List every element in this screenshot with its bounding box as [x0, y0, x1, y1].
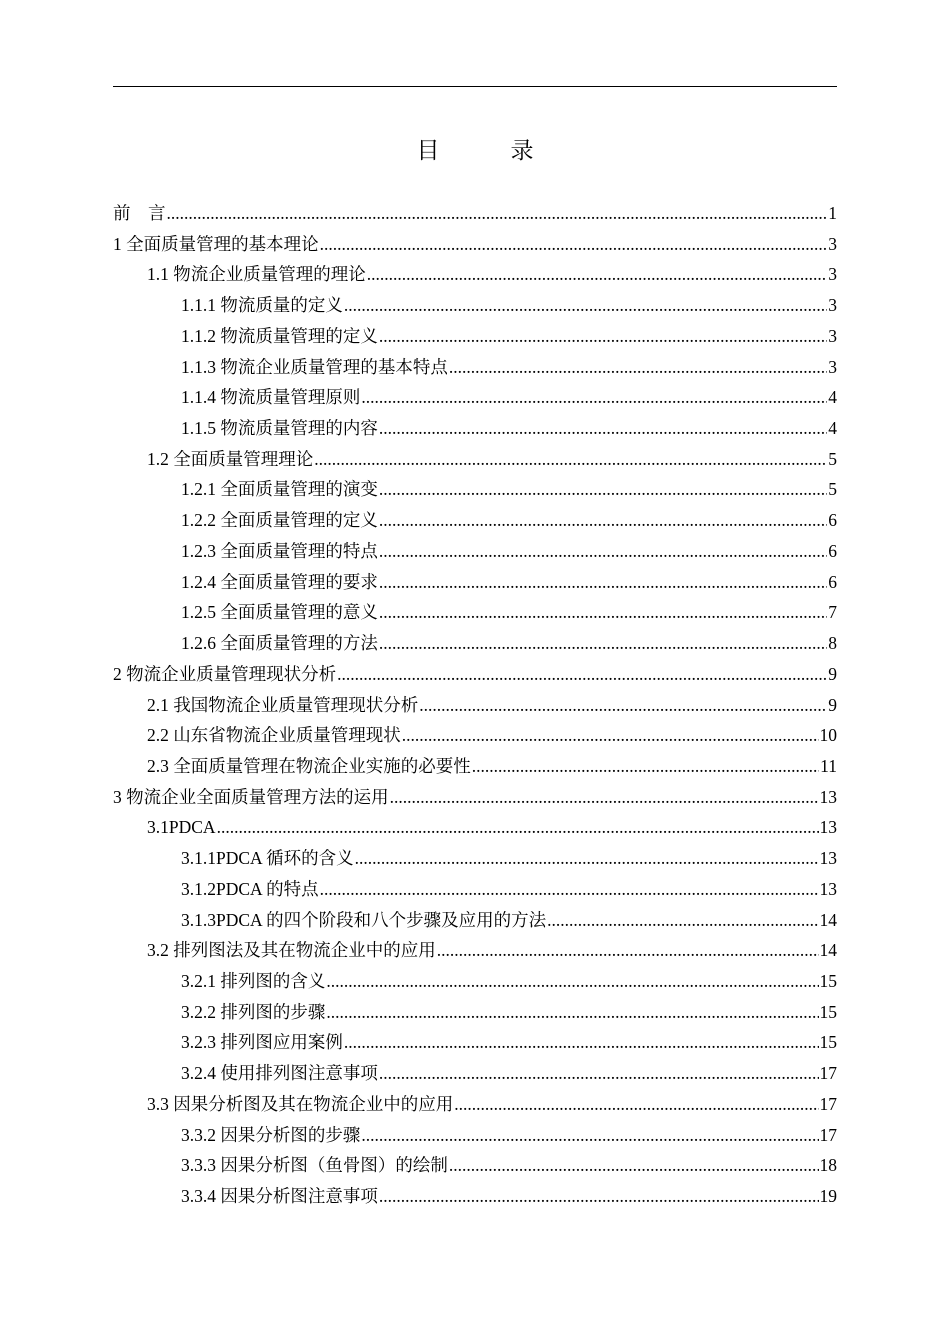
- toc-entry[interactable]: [113, 751, 837, 782]
- toc-leader-dots: [326, 966, 818, 996]
- toc-entry[interactable]: [113, 321, 837, 352]
- toc-entry-page-number: 11: [820, 755, 837, 776]
- toc-leader-dots: [379, 536, 827, 566]
- toc-entry[interactable]: [113, 628, 837, 659]
- toc-entry-label: 1.2.6 全面质量管理的方法: [181, 633, 378, 654]
- toc-entry-page-number: 15: [819, 1032, 837, 1053]
- toc-entry-page-number: 14: [819, 940, 837, 961]
- toc-leader-dots: [449, 352, 827, 382]
- toc-entry[interactable]: [113, 1120, 837, 1151]
- toc-leader-dots: [379, 474, 827, 504]
- toc-entry-label: 3.1PDCA: [147, 817, 216, 838]
- toc-entry-label: 1.1 物流企业质量管理的理论: [147, 264, 366, 285]
- toc-entry-page-number: 13: [819, 786, 837, 807]
- toc-leader-dots: [320, 229, 828, 259]
- toc-entry[interactable]: [113, 1027, 837, 1058]
- toc-entry-page-number: 17: [819, 1093, 837, 1114]
- toc-entry-label: 3.1.3PDCA 的四个阶段和八个步骤及应用的方法: [181, 909, 547, 930]
- toc-entry[interactable]: [113, 966, 837, 997]
- toc-leader-dots: [344, 290, 827, 320]
- toc-entry-label: 3.2.3 排列图应用案例: [181, 1032, 343, 1053]
- toc-leader-dots: [344, 1027, 819, 1057]
- toc-leader-dots: [361, 382, 827, 412]
- toc-leader-dots: [367, 259, 828, 289]
- toc-entry-label: 1.2.3 全面质量管理的特点: [181, 540, 378, 561]
- toc-entry[interactable]: [113, 382, 837, 413]
- toc-entry-page-number: 4: [828, 418, 837, 439]
- toc-leader-dots: [337, 659, 827, 689]
- toc-leader-dots: [390, 782, 819, 812]
- toc-entry-page-number: 6: [828, 571, 837, 592]
- toc-leader-dots: [217, 812, 819, 842]
- toc-entry[interactable]: [113, 413, 837, 444]
- toc-leader-dots: [449, 1150, 819, 1180]
- toc-leader-dots: [454, 1089, 818, 1119]
- toc-entry[interactable]: [113, 874, 837, 905]
- toc-entry[interactable]: [113, 198, 837, 229]
- toc-entry-label: 2.3 全面质量管理在物流企业实施的必要性: [147, 755, 471, 776]
- toc-leader-dots: [402, 720, 819, 750]
- toc-entry[interactable]: [113, 997, 837, 1028]
- toc-leader-dots: [437, 935, 819, 965]
- toc-entry-label: 3.2.4 使用排列图注意事项: [181, 1063, 378, 1084]
- toc-entry-page-number: 17: [819, 1063, 837, 1084]
- toc-entry-page-number: 7: [828, 602, 837, 623]
- toc-entry-label: 3.1.2PDCA 的特点: [181, 878, 319, 899]
- toc-entry-page-number: 13: [819, 817, 837, 838]
- toc-entry-label: 3.3.2 因果分析图的步骤: [181, 1124, 361, 1145]
- toc-entry[interactable]: [113, 229, 837, 260]
- toc-entry[interactable]: [113, 1089, 837, 1120]
- toc-leader-dots: [472, 751, 819, 781]
- toc-entry-page-number: 18: [819, 1155, 837, 1176]
- toc-leader-dots: [314, 444, 827, 474]
- toc-entry-page-number: 3: [828, 295, 837, 316]
- toc-leader-dots: [320, 874, 819, 904]
- toc-entry-label: 1.1.2 物流质量管理的定义: [181, 325, 378, 346]
- toc-entry[interactable]: [113, 1058, 837, 1089]
- toc-entry-label: 3.3.4 因果分析图注意事项: [181, 1186, 378, 1206]
- toc-entry-label: 1.2.5 全面质量管理的意义: [181, 602, 378, 623]
- toc-leader-dots: [379, 628, 827, 658]
- toc-entry-label: 1.2.2 全面质量管理的定义: [181, 510, 378, 531]
- toc-entry[interactable]: [113, 290, 837, 321]
- toc-entry-label: 3.2.2 排列图的步骤: [181, 1001, 326, 1022]
- toc-entry-page-number: 5: [828, 479, 837, 500]
- toc-entry[interactable]: [113, 444, 837, 475]
- toc-entry-page-number: 3: [828, 325, 837, 346]
- toc-entry[interactable]: [113, 690, 837, 721]
- toc-entry-page-number: 10: [819, 725, 837, 746]
- toc-entry-page-number: 15: [819, 1001, 837, 1022]
- toc-leader-dots: [361, 1120, 818, 1150]
- toc-entry[interactable]: [113, 659, 837, 690]
- toc-entry-label: 1.1.3 物流企业质量管理的基本特点: [181, 356, 448, 377]
- toc-entry[interactable]: [113, 474, 837, 505]
- toc-leader-dots: [419, 690, 827, 720]
- toc-entry[interactable]: [113, 843, 837, 874]
- toc-leader-dots: [379, 1058, 819, 1088]
- toc-leader-dots: [326, 997, 818, 1027]
- toc-entry-label: 3.2.1 排列图的含义: [181, 970, 326, 991]
- toc-entry[interactable]: [113, 505, 837, 536]
- toc-entry[interactable]: [113, 782, 837, 813]
- toc-entry-page-number: 15: [819, 970, 837, 991]
- toc-entry-label: 3.3.3 因果分析图（鱼骨图）的绘制: [181, 1155, 448, 1176]
- toc-entry-page-number: 4: [828, 387, 837, 408]
- toc-entry[interactable]: [113, 720, 837, 751]
- toc-entry-label: 3.1.1PDCA 循环的含义: [181, 848, 354, 869]
- toc-entry[interactable]: [113, 597, 837, 628]
- toc-entry-page-number: 3: [828, 264, 837, 285]
- toc-entry-label: 3.2 排列图法及其在物流企业中的应用: [147, 940, 436, 961]
- toc-entry-label: 2.1 我国物流企业质量管理现状分析: [147, 694, 419, 715]
- toc-entry-page-number: 9: [828, 663, 837, 684]
- toc-entry-page-number: 5: [828, 448, 837, 469]
- toc-entry-page-number: 17: [819, 1124, 837, 1145]
- toc-entry-label: 1.2.4 全面质量管理的要求: [181, 571, 378, 592]
- toc-entry-page-number: 14: [819, 909, 837, 930]
- toc-leader-dots: [379, 321, 827, 351]
- page-title: 目 录: [416, 138, 558, 164]
- table-of-contents: [113, 198, 837, 1212]
- toc-entry-page-number: 3: [828, 233, 837, 254]
- toc-leader-dots: [547, 905, 818, 935]
- toc-entry-label: 1.1.4 物流质量管理原则: [181, 387, 361, 408]
- toc-entry-page-number: 1: [828, 203, 837, 223]
- toc-entry-page-number: 13: [819, 878, 837, 899]
- toc-entry-label: 2 物流企业质量管理现状分析: [113, 663, 337, 684]
- toc-entry[interactable]: [113, 1150, 837, 1181]
- toc-entry-page-number: 13: [819, 848, 837, 869]
- toc-leader-dots: [379, 567, 827, 597]
- toc-entry-page-number: 19: [819, 1186, 837, 1206]
- header-rule: [113, 86, 837, 87]
- toc-entry[interactable]: [113, 259, 837, 290]
- toc-entry-label: 前 言: [113, 203, 166, 223]
- toc-entry-label: 1.2.1 全面质量管理的演变: [181, 479, 378, 500]
- toc-leader-dots: [379, 505, 827, 535]
- toc-leader-dots: [379, 413, 827, 443]
- toc-entry[interactable]: [113, 536, 837, 567]
- toc-entry-label: 1 全面质量管理的基本理论: [113, 233, 319, 254]
- toc-entry[interactable]: [113, 905, 837, 936]
- toc-leader-dots: [379, 597, 827, 627]
- toc-entry-label: 3.3 因果分析图及其在物流企业中的应用: [147, 1093, 454, 1114]
- toc-leader-dots: [355, 843, 819, 873]
- toc-entry-label: 1.1.5 物流质量管理的内容: [181, 418, 378, 439]
- toc-leader-dots: [167, 198, 828, 228]
- toc-entry[interactable]: [113, 935, 837, 966]
- toc-entry-page-number: 6: [828, 510, 837, 531]
- toc-entry[interactable]: [113, 567, 837, 598]
- toc-entry[interactable]: [113, 352, 837, 383]
- toc-entry-page-number: 3: [828, 356, 837, 377]
- toc-entry-label: 2.2 山东省物流企业质量管理现状: [147, 725, 401, 746]
- toc-entry-label: 3 物流企业全面质量管理方法的运用: [113, 786, 389, 807]
- toc-entry-page-number: 9: [828, 694, 837, 715]
- toc-entry-label: 1.1.1 物流质量的定义: [181, 295, 343, 316]
- toc-entry-page-number: 6: [828, 540, 837, 561]
- toc-entry-label: 1.2 全面质量管理理论: [147, 448, 314, 469]
- toc-leader-dots: [379, 1181, 819, 1211]
- toc-entry-page-number: 8: [828, 633, 837, 654]
- toc-entry[interactable]: [113, 812, 837, 843]
- toc-entry[interactable]: [113, 1181, 837, 1212]
